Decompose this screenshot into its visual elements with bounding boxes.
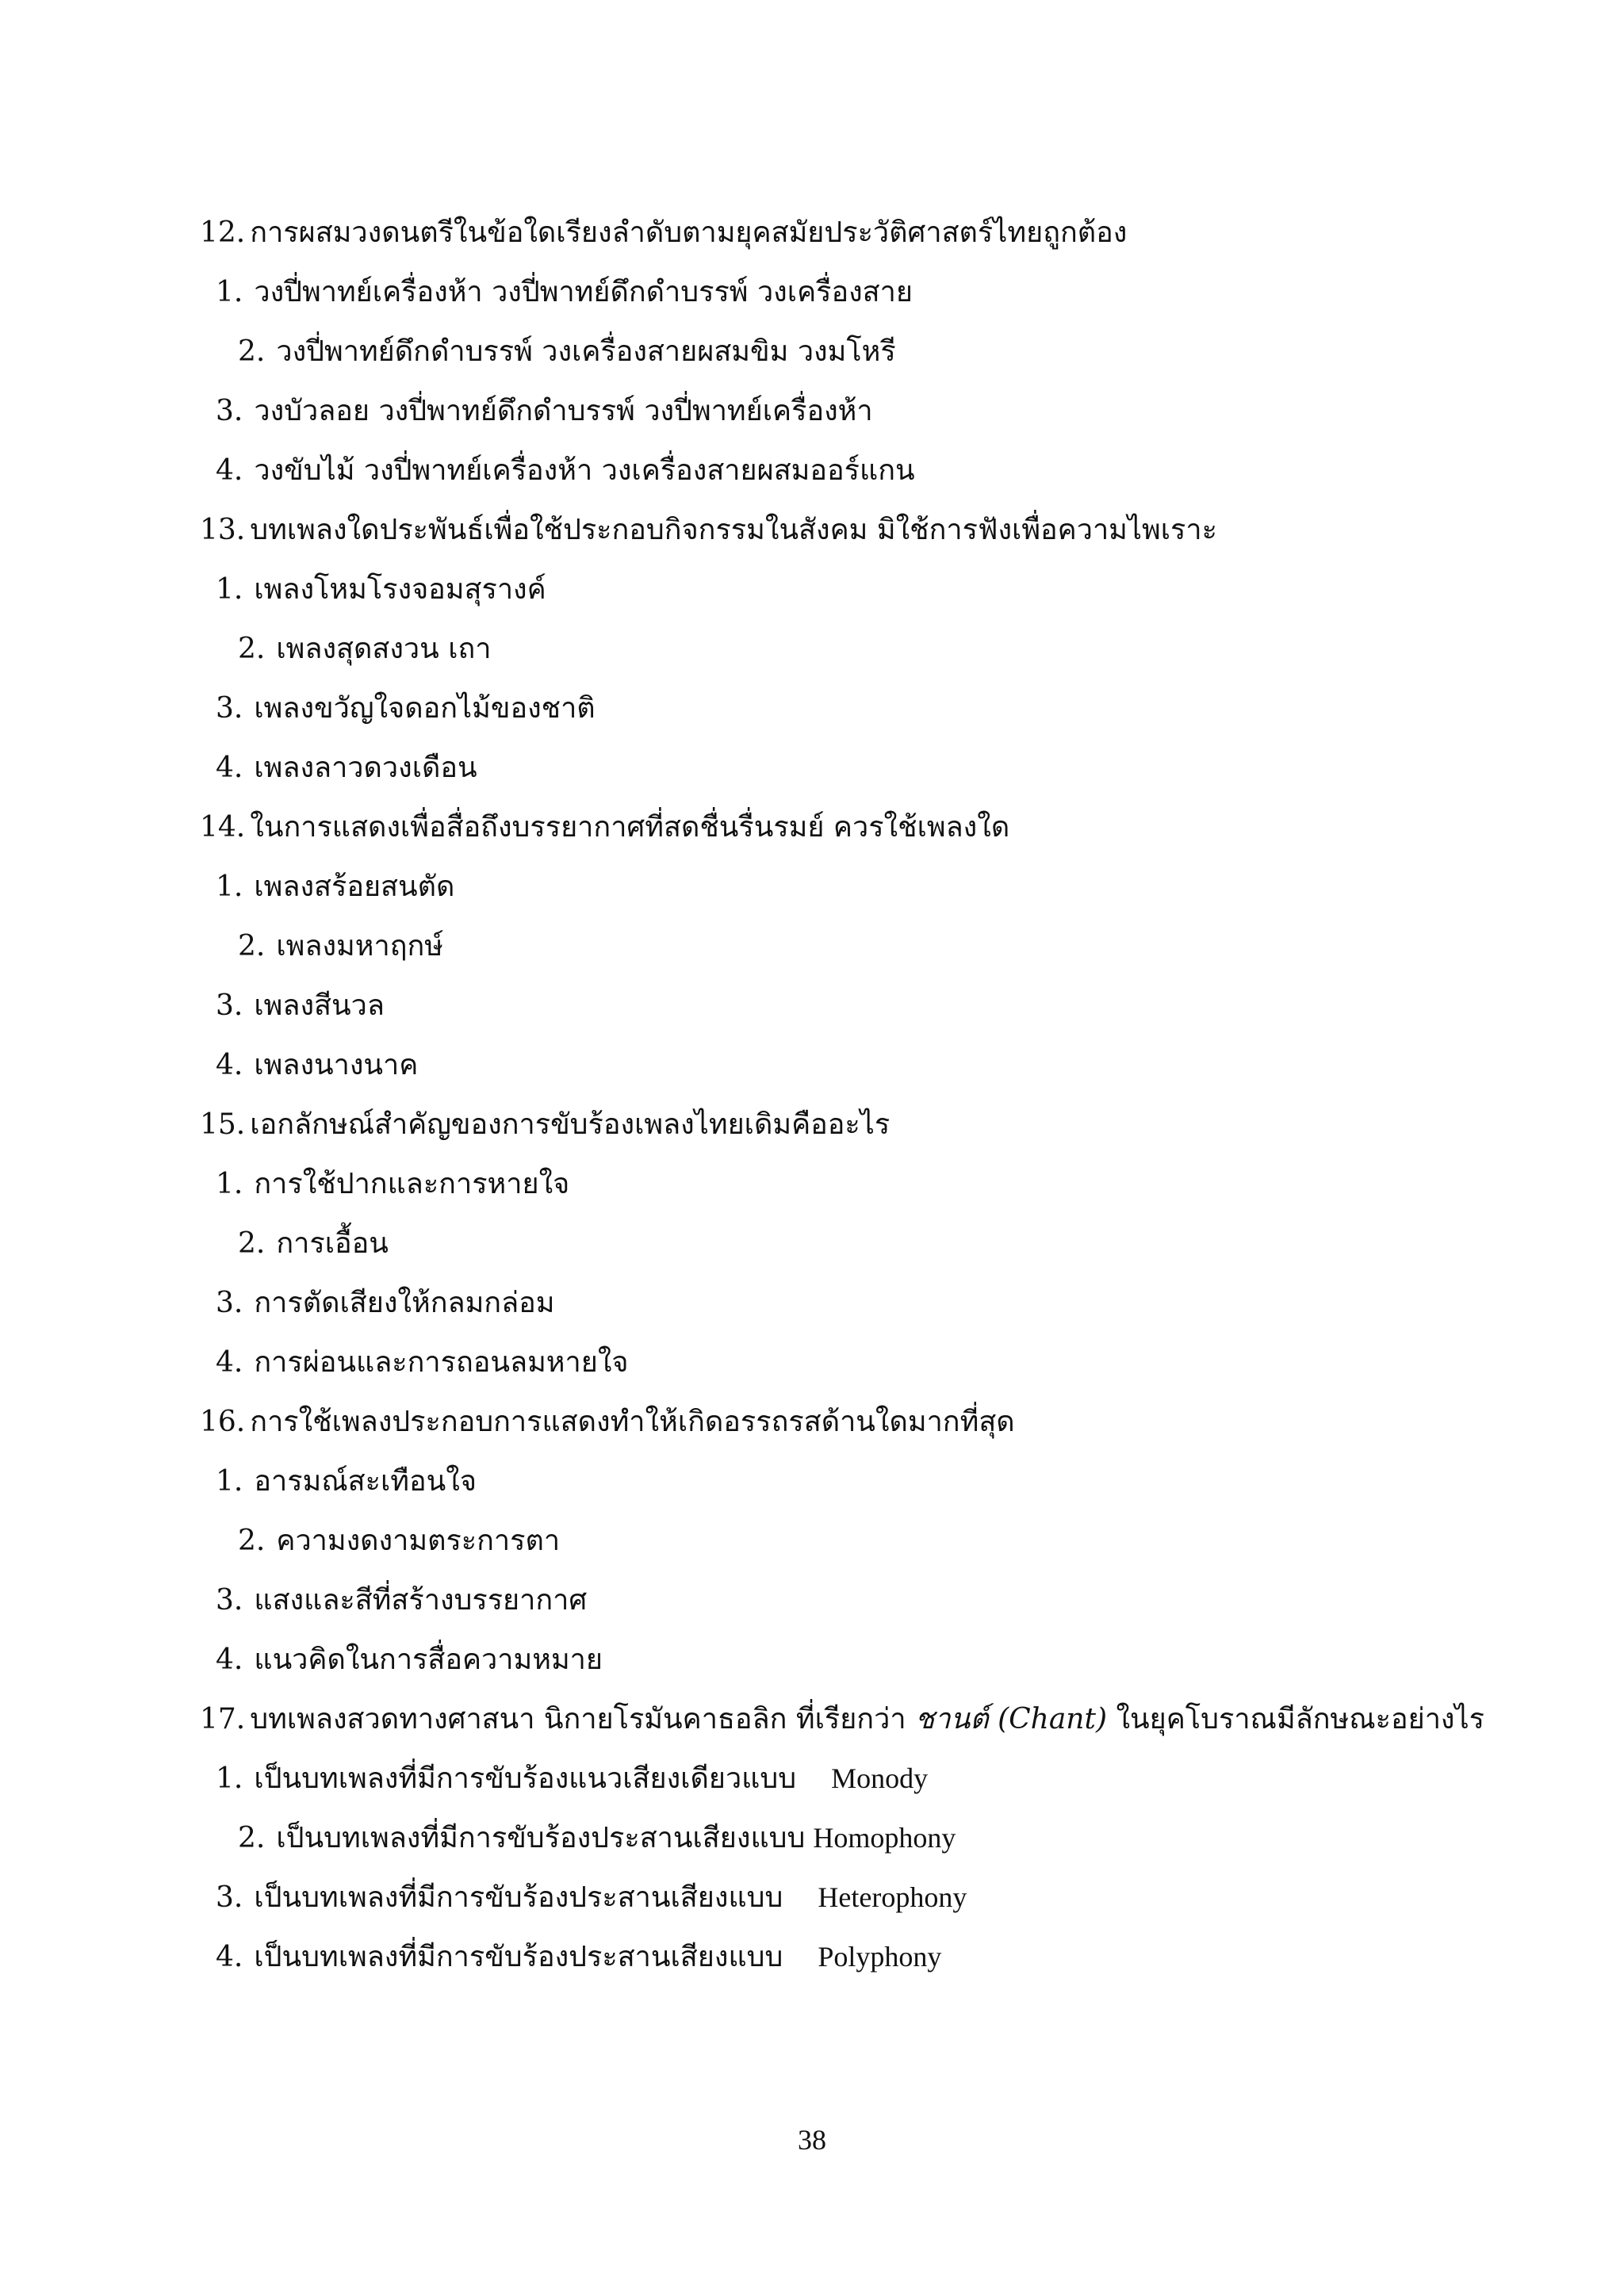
question-17-option-4 [200, 1927, 1469, 1987]
option-text: การผ่อนและการถอนลมหายใจ [254, 1346, 629, 1379]
question-text: การใช้เพลงประกอบการแสดงทำให้เกิดอรรถรสด้านใดมากที่สุด [250, 1406, 1015, 1438]
option-text: การเอื้อน [276, 1227, 389, 1260]
question-13 [200, 500, 1469, 560]
question-14-option-3 [200, 976, 1469, 1035]
option-text: แนวคิดในการสื่อความหมาย [254, 1644, 603, 1676]
option-number: 4. [216, 752, 243, 784]
question-number: 14. [200, 811, 246, 844]
option-text: เพลงสุดสงวน เถา [276, 633, 492, 665]
question-16-option-4 [200, 1630, 1469, 1689]
question-text-before: บทเพลงสวดทางศาสนา นิกายโรมันคาธอลิก ที่เรียกว่า [250, 1703, 915, 1735]
option-text: เป็นบทเพลงที่มีการขับร้องประสานเสียงแบบ [254, 1941, 783, 1973]
question-12-option-3 [200, 381, 1469, 441]
question-text: ในการแสดงเพื่อสื่อถึงบรรยากาศที่สดชื่นรื่นรมย์ ควรใช้เพลงใด [250, 811, 1010, 844]
option-number: 2. [238, 633, 266, 665]
option-number: 2. [238, 1822, 266, 1854]
option-number: 3. [216, 1287, 243, 1319]
question-17 [200, 1689, 1484, 1749]
question-17-option-1 [200, 1749, 1469, 1808]
option-text: ความงดงามตระการตา [276, 1525, 561, 1557]
option-text: อารมณ์สะเทือนใจ [254, 1465, 477, 1498]
option-number: 1. [216, 276, 243, 308]
question-term-chant: ชานต์ (Chant) [914, 1703, 1107, 1735]
option-text: เพลงขวัญใจดอกไม้ของชาติ [254, 692, 596, 725]
question-16-option-2 [200, 1511, 1469, 1571]
question-text: บทเพลงใดประพันธ์เพื่อใช้ประกอบกิจกรรมในสังคม มิใช้การฟังเพื่อความไพเราะ [250, 514, 1217, 546]
question-14-option-4 [200, 1035, 1469, 1095]
option-number: 4. [216, 1049, 243, 1081]
option-number: 4. [216, 1941, 243, 1973]
question-number: 16. [200, 1406, 246, 1438]
page-number: 38 [798, 2124, 826, 2156]
option-number: 2. [238, 335, 266, 368]
option-text: วงปี่พาทย์ดึกดำบรรพ์ วงเครื่องสายผสมขิม วงมโหรี [276, 335, 896, 368]
question-12-option-4 [200, 441, 1469, 500]
question-15-option-3 [200, 1273, 1469, 1333]
option-number: 3. [216, 989, 243, 1022]
option-text: การตัดเสียงให้กลมกล่อม [254, 1287, 555, 1319]
question-text-after: ในยุคโบราณมีลักษณะอย่างไร [1107, 1703, 1484, 1735]
option-text: เป็นบทเพลงที่มีการขับร้องประสานเสียงแบบ [254, 1881, 783, 1914]
option-number: 3. [216, 692, 243, 725]
option-number: 1. [216, 1762, 243, 1795]
option-number: 3. [216, 1881, 243, 1914]
question-14 [200, 798, 1469, 857]
option-number: 1. [216, 573, 243, 606]
question-15 [200, 1095, 1469, 1154]
question-list [200, 203, 1484, 1987]
option-term: Homophony [813, 1822, 956, 1854]
option-text: เพลงมหาฤกษ์ [276, 930, 444, 962]
question-text: เอกลักษณ์สำคัญของการขับร้องเพลงไทยเดิมคืออะไร [250, 1108, 891, 1141]
option-text: เพลงสร้อยสนตัด [254, 871, 455, 903]
question-16-option-3 [200, 1571, 1469, 1630]
question-number: 17. [200, 1703, 246, 1735]
option-number: 3. [216, 395, 243, 427]
option-number: 3. [216, 1584, 243, 1617]
question-16 [200, 1392, 1469, 1452]
question-16-option-1 [200, 1452, 1469, 1511]
question-14-option-2 [200, 916, 1469, 976]
option-text: เพลงสีนวล [254, 989, 385, 1022]
question-13-option-3 [200, 679, 1469, 738]
option-number: 2. [238, 930, 266, 962]
question-15-option-1 [200, 1154, 1469, 1214]
question-13-option-2 [200, 619, 1469, 679]
option-number: 1. [216, 871, 243, 903]
question-12 [200, 203, 1469, 262]
option-number: 4. [216, 454, 243, 487]
question-17-option-2 [200, 1808, 1469, 1868]
option-text: เพลงลาวดวงเดือน [254, 752, 477, 784]
question-15-option-4 [200, 1333, 1469, 1392]
option-text: วงขับไม้ วงปี่พาทย์เครื่องห้า วงเครื่องสายผสมออร์แกน [254, 454, 915, 487]
question-text: การผสมวงดนตรีในข้อใดเรียงลำดับตามยุคสมัยประวัติศาสตร์ไทยถูกต้อง [250, 216, 1128, 249]
question-number: 12. [200, 216, 246, 249]
option-term: Heterophony [818, 1881, 967, 1913]
question-15-option-2 [200, 1214, 1469, 1273]
question-number: 13. [200, 514, 246, 546]
option-text: เพลงโหมโรงจอมสุรางค์ [254, 573, 546, 606]
question-12-option-2 [200, 322, 1469, 381]
option-text: แสงและสีที่สร้างบรรยากาศ [254, 1584, 588, 1617]
option-text: เพลงนางนาค [254, 1049, 419, 1081]
question-number: 15. [200, 1108, 246, 1141]
option-number: 1. [216, 1465, 243, 1498]
option-number: 2. [238, 1525, 266, 1557]
option-text: เป็นบทเพลงที่มีการขับร้องแนวเสียงเดียวแบบ [254, 1762, 797, 1795]
option-text: การใช้ปากและการหายใจ [254, 1168, 570, 1200]
question-12-option-1 [200, 262, 1469, 322]
question-17-option-3 [200, 1868, 1469, 1927]
option-text: วงปี่พาทย์เครื่องห้า วงปี่พาทย์ดึกดำบรรพ์ วงเครื่องสาย [254, 276, 913, 308]
question-13-option-4 [200, 738, 1469, 798]
option-text: เป็นบทเพลงที่มีการขับร้องประสานเสียงแบบ [276, 1822, 806, 1854]
option-number: 1. [216, 1168, 243, 1200]
question-14-option-1 [200, 857, 1469, 916]
option-text: วงบัวลอย วงปี่พาทย์ดึกดำบรรพ์ วงปี่พาทย์เครื่องห้า [254, 395, 873, 427]
option-term: Monody [831, 1762, 929, 1794]
option-number: 4. [216, 1346, 243, 1379]
option-term: Polyphony [818, 1941, 942, 1973]
option-number: 4. [216, 1644, 243, 1676]
question-13-option-1 [200, 560, 1469, 619]
option-number: 2. [238, 1227, 266, 1260]
